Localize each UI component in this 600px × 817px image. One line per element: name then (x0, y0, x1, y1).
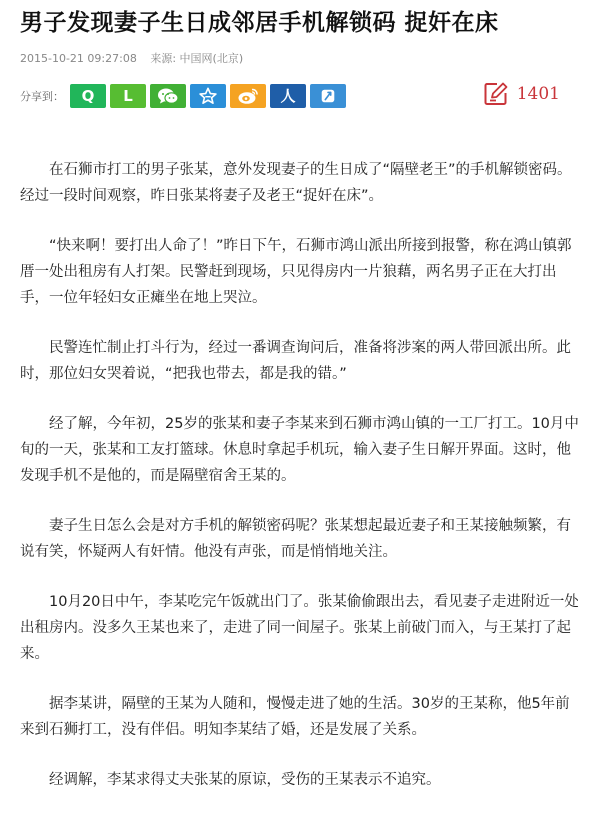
article-paragraph: 在石狮市打工的男子张某，意外发现妻子的生日成了“隔壁老王”的手机解锁密码。经过一段时间观察，昨日张某将妻子及老王“捉奸在床”。 (20, 162, 572, 204)
line-icon: L (123, 86, 133, 105)
article-paragraph: 10月20日中午，李某吃完午饭就出门了。张某偷偷跟出去，看见妻子走进附近一处出租房内。没多久王某也来了，走进了同一间屋子。张某上前破门而入，与王某打了起来。 (20, 594, 579, 662)
share-wechat-button[interactable] (150, 84, 186, 108)
article-title: 男子发现妻子生日成邻居手机解锁码 捉奸在床 (20, 9, 499, 36)
star-icon (199, 87, 217, 105)
qq-zone-icon: Q (81, 86, 95, 105)
share-bar (20, 83, 350, 109)
article-paragraph: 据李某讲，隔壁的王某为人随和，慢慢走进了她的生活。30岁的王某称，他5年前来到石狮打工，没有伴侣。明知李某结了婚，还是发展了关系。 (20, 696, 570, 738)
renren-icon: 人 (280, 86, 296, 105)
comment-count-link[interactable] (483, 80, 560, 108)
share-line-button[interactable] (110, 84, 146, 108)
article-paragraph: 民警连忙制止打斗行为，经过一番调查询问后，准备将涉案的两人带回派出所。此时，那位妇女哭着说，“把我也带去，都是我的错。” (20, 340, 571, 382)
article-paragraph: 经了解，今年初，25岁的张某和妻子李某来到石狮市鸿山镇的一工厂打工。10月中旬的一天，张某和工友打篮球。休息时拿起手机玩，输入妻子生日解开界面。这时，他发现手机不是他的，而是隔壁宿舍王某的。 (20, 416, 579, 484)
weibo-icon (237, 87, 259, 105)
share-favorite-button[interactable] (190, 84, 226, 108)
article-paragraph: “快来啊！要打出人命了！”昨日下午，石狮市鸿山派出所接到报警，称在鸿山镇郭厝一处出租房有人打架。民警赶到现场，只见得房内一片狼藉，两名男子正在大打出手，一位年轻妇女正瘫坐在地上哭泣。 (20, 238, 572, 306)
tencent-weibo-icon (319, 87, 337, 105)
share-label: 分享到： (20, 90, 64, 103)
wechat-icon (157, 87, 179, 105)
share-weibo-button[interactable] (230, 84, 266, 108)
share-renren-button[interactable] (270, 84, 306, 108)
share-qq-zone-button[interactable] (70, 84, 106, 108)
article-paragraph: 经调解，李某求得丈夫张某的原谅，受伤的王某表示不追究。 (49, 772, 441, 788)
article-paragraph: 妻子生日怎么会是对方手机的解锁密码呢？张某想起最近妻子和王某接触频繁，有说有笑，怀疑两人有奸情。他没有声张，而是悄悄地关注。 (20, 518, 571, 560)
article-body (20, 157, 580, 817)
comment-edit-icon (483, 81, 509, 107)
share-tencent-weibo-button[interactable] (310, 84, 346, 108)
comment-count: 1401 (516, 84, 560, 104)
publish-datetime: 2015-10-21 09:27:08 (20, 52, 137, 65)
article-source: 来源: 中国网(北京) (150, 52, 244, 65)
article-meta (20, 50, 243, 66)
